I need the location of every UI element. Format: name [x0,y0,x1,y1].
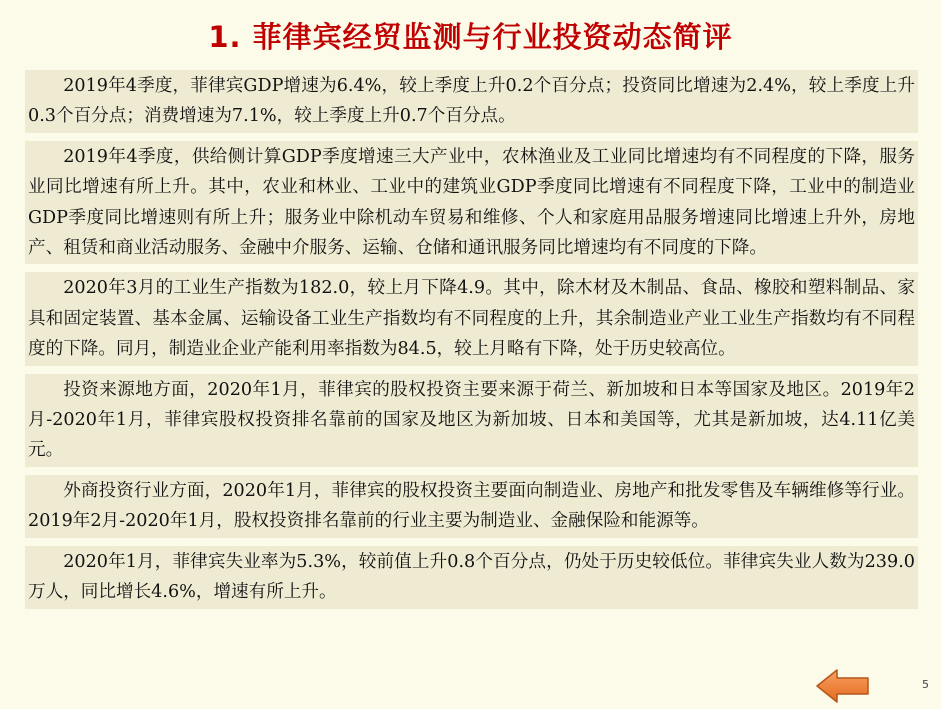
slide-title: 1. 菲律宾经贸监测与行业投资动态简评 [208,20,733,54]
page-number: 5 [922,678,929,691]
paragraph-gdp-overview: 2019年4季度，菲律宾GDP增速为6.4%，较上季度上升0.2个百分点；投资同比增速为2.4%，较上季度上升0.3个百分点；消费增速为7.1%，较上季度上升0.7个百分点。 [25,70,918,133]
paragraph-investment-sources: 投资来源地方面，2020年1月，菲律宾的股权投资主要来源于荷兰、新加坡和日本等国家及地区。2019年2月-2020年1月，菲律宾股权投资排名靠前的国家及地区为新加坡、日本和美国等，尤其是新加坡，达4.11亿美元。 [25,374,918,467]
paragraph-unemployment: 2020年1月，菲律宾失业率为5.3%，较前值上升0.8个百分点，仍处于历史较低位。菲律宾失业人数为239.0万人，同比增长4.6%，增速有所上升。 [25,546,918,609]
paragraph-investment-industries: 外商投资行业方面，2020年1月，菲律宾的股权投资主要面向制造业、房地产和批发零售及车辆维修等行业。2019年2月-2020年1月，股权投资排名靠前的行业主要为制造业、金融保险和能源等。 [25,475,918,538]
back-button[interactable] [815,667,871,705]
paragraph-supply-side-gdp: 2019年4季度，供给侧计算GDP季度增速三大产业中，农林渔业及工业同比增速均有不同程度的下降，服务业同比增速有所上升。其中，农业和林业、工业中的建筑业GDP季度同比增速有不同程度下降，工业中的制造业GDP季度同比增速则有所上升；服务业中除机动车贸易和维修、个人和家庭用品服务增速同比增速上升外，房地产、租赁和商业活动服务、金融中介服务、运输、仓储和通讯服务同比增速均有不同度的下降。 [25,141,918,265]
body-text [25,70,918,617]
paragraph-industrial-production: 2020年3月的工业生产指数为182.0，较上月下降4.9。其中，除木材及木制品、食品、橡胶和塑料制品、家具和固定装置、基本金属、运输设备工业生产指数均有不同程度的上升，其余制造业产业工业生产指数均有不同程度的下降。同月，制造业企业产能利用率指数为84.5，较上月略有下降，处于历史较高位。 [25,272,918,365]
arrow-left-icon [815,667,871,705]
